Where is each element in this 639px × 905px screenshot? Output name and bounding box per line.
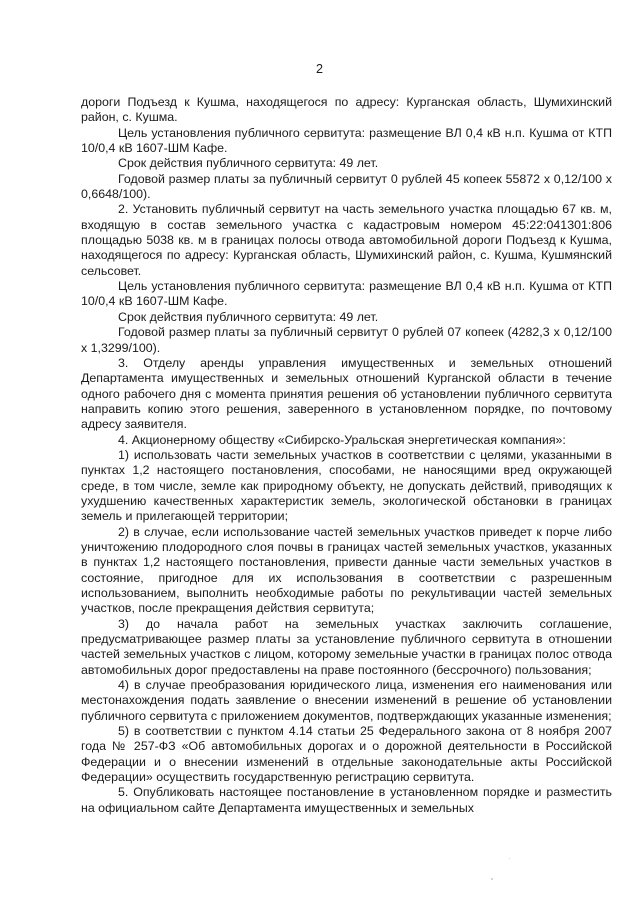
paragraph: 3) до начала работ на земельных участках заключить соглашение, предусматривающее размер платы за установление публичного сервитута в отношении частей земельных участков с лицом, которому земельные участки в границах полос отвода автомобильных дорог предоставлены на праве постоянного (бессрочного) пользования; bbox=[81, 616, 612, 677]
paragraph: 2) в случае, если использование частей земельных участков приведет к порче либо уничтожению плодородного слоя почвы в границах частей земельных участков, указанных в пунктах 1,2 настоящего постановления, привести данные части земельных участков в состояние, пригодное для их использования в соответствии с разрешенным использованием, выполнить необходимые работы по рекультивации частей земельных участков, после прекращения действия сервитута; bbox=[81, 524, 612, 616]
paragraph: 4) в случае преобразования юридического лица, изменения его наименования или местонахождения подать заявление о внесении изменений в решение об установлении публичного сервитута с приложением документов, подтверждающих указанные изменения; bbox=[81, 678, 612, 723]
paragraph: Цель установления публичного сервитута: размещение ВЛ 0,4 кВ н.п. Кушма от КТП 10/0,4 кВ 1607-ШМ Кафе. bbox=[81, 125, 612, 156]
page-number: 2 bbox=[315, 62, 323, 76]
paragraph: Срок действия публичного сервитута: 49 лет. bbox=[118, 309, 379, 324]
paragraph: Годовой размер платы за публичный сервитут 0 рублей 07 копеек (4282,3 x 0,12/100 x 1,3299/100). bbox=[81, 325, 612, 355]
paragraph: 1) использовать части земельных участков в соответствии с целями, указанными в пунктах 1,2 настоящего постановления, способами, не наносящими вред окружающей среде, в том числе, земле как природному объекту, не допускать действий, приводящих к ухудшению качественных характеристик земель, экологической обстановки в границах земель и прилегающей территории; bbox=[81, 447, 612, 524]
scan-speck bbox=[491, 878, 493, 880]
scan-speck bbox=[509, 858, 510, 859]
paragraph: дороги Подъезд к Кушма, находящегося по адресу: Курганская область, Шумихинский район, с. Кушма. bbox=[81, 95, 612, 125]
paragraph: 2. Установить публичный сервитут на часть земельного участка площадью 67 кв. м, входящую в состав земельного участка с кадастровым номером 45:22:041301:806 площадью 5038 кв. м в границах полосы отвода автомобильной дороги Подъезд к Кушма, находящегося по адресу: Курганская область, Шумихинский район, с. Кушма, Кушмянский сельсовет. bbox=[81, 202, 612, 278]
paragraph: 5) в соответствии с пунктом 4.14 статьи 25 Федерального закона от 8 ноября 2007 года № 257-ФЗ «Об автомобильных дорогах и о дорожной деятельности в Российской Федерации и о внесении изменений в отдельные законодательные акты Российской Федерации» осуществить государственную регистрацию сервитута. bbox=[81, 724, 612, 785]
paragraph: Годовой размер платы за публичный сервитут 0 рублей 45 копеек 55872 x 0,12/100 x 0,6648/100). bbox=[81, 171, 612, 202]
paragraph: 3. Отделу аренды управления имущественных и земельных отношений Департамента имущественных и земельных отношений Курганской области в течение одного рабочего дня с момента принятия решения об установлении публичного сервитута направить копию этого решения, заверенного в установленном порядке, по почтовому адресу заявителя. bbox=[81, 355, 612, 432]
paragraph: Срок действия публичного сервитута: 49 лет. bbox=[118, 156, 379, 171]
paragraph: 4. Акционерному обществу «Сибирско-Уральская энергетическая компания»: bbox=[118, 432, 566, 447]
document-body bbox=[81, 95, 612, 816]
paragraph: 5. Опубликовать настоящее постановление в установленном порядке и разместить на официальном сайте Департамента имущественных и земельных bbox=[81, 785, 612, 815]
paragraph: Цель установления публичного сервитута: размещение ВЛ 0,4 кВ н.п. Кушма от КТП 10/0,4 кВ 1607-ШМ Кафе. bbox=[81, 279, 612, 309]
